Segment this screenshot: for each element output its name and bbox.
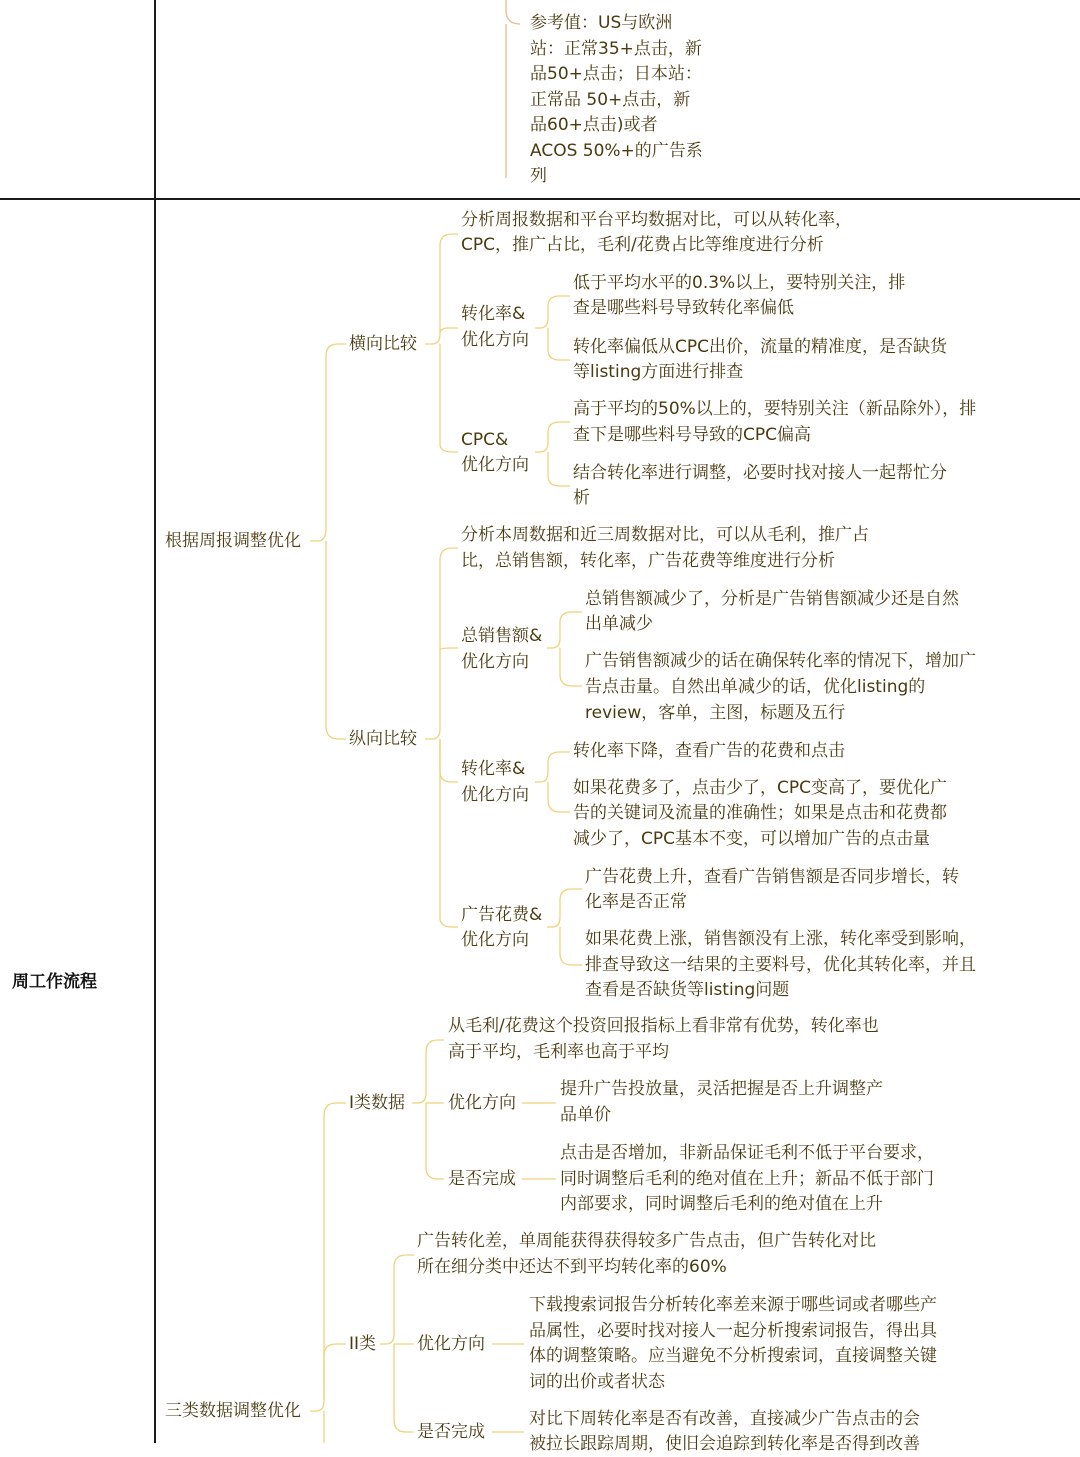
reference-line: 品60+点击)或者: [530, 115, 658, 135]
node-class2: II类: [349, 1334, 377, 1354]
node-conversion-label: 转化率&: [461, 304, 526, 324]
conversion-leaf: 查是哪些料号导致转化率偏低: [573, 298, 794, 318]
vertical-intro: 分析本周数据和近三周数据对比，可以从毛利，推广占: [461, 525, 869, 545]
conversion-leaf: 等listing方面进行排查: [573, 362, 744, 382]
cpc-leaf: 高于平均的50%以上的，要特别关注（新品除外），排: [573, 399, 977, 419]
vconversion-leaf: 告的关键词及流量的准确性；如果是点击和花费都: [573, 803, 947, 823]
reference-line: 站：正常35+点击，新: [530, 39, 702, 59]
node-weekly-report: 根据周报调整优化: [165, 531, 301, 551]
vconversion-leaf: 如果花费多了，点击少了，CPC变高了，要优化广: [573, 778, 947, 798]
node-vconversion-label: 优化方向: [461, 785, 529, 805]
node-sales-label: 总销售额&: [461, 626, 543, 646]
class2-done-text: 对比下周转化率是否有改善，直接减少广告点击的会: [529, 1409, 920, 1429]
class2-optimize-text: 词的出价或者状态: [529, 1372, 665, 1392]
horizontal-intro: 分析周报数据和平台平均数据对比，可以从转化率，: [461, 210, 852, 230]
class1-done-text: 同时调整后毛利的绝对值在上升；新品不低于部门: [560, 1169, 934, 1189]
node-class1-optimize: 优化方向: [448, 1093, 516, 1113]
vconversion-leaf: 减少了，CPC基本不变，可以增加广告的点击量: [573, 829, 930, 849]
sales-leaf: review，客单，主图，标题及五行: [585, 703, 846, 723]
class1-intro: 高于平均，毛利率也高于平均: [448, 1042, 669, 1062]
class2-optimize-text: 下载搜索词报告分析转化率差来源于哪些词或者哪些产: [529, 1295, 937, 1315]
node-conversion-label: 优化方向: [461, 330, 529, 350]
conversion-leaf: 转化率偏低从CPC出价，流量的精准度，是否缺货: [573, 337, 947, 357]
root-node: 周工作流程: [12, 972, 97, 992]
reference-line: ACOS 50%+的广告系: [530, 141, 703, 161]
class1-done-text: 点击是否增加，非新品保证毛利不低于平台要求，: [560, 1143, 934, 1163]
class2-optimize-text: 品属性，必要时找对接人一起分析搜索词报告，得出具: [529, 1321, 937, 1341]
node-class2-optimize: 优化方向: [417, 1334, 485, 1354]
class2-optimize-text: 体的调整策略。应当避免不分析搜索词，直接调整关键: [529, 1346, 937, 1366]
node-class1: I类数据: [349, 1093, 406, 1113]
node-class1-done: 是否完成: [448, 1169, 516, 1189]
node-class2-done: 是否完成: [417, 1422, 485, 1442]
node-horizontal-compare: 横向比较: [349, 334, 417, 354]
conversion-leaf: 低于平均水平的0.3%以上，要特别关注，排: [573, 273, 906, 293]
sales-leaf: 总销售额减少了，分析是广告销售额减少还是自然: [585, 589, 959, 609]
reference-line: 列: [530, 166, 547, 186]
reference-line: 正常品 50+点击，新: [530, 90, 691, 110]
adspend-leaf: 如果花费上涨，销售额没有上涨，转化率受到影响，: [585, 929, 976, 949]
cpc-leaf: 结合转化率进行调整，必要时找对接人一起帮忙分: [573, 463, 947, 483]
class1-intro: 从毛利/花费这个投资回报指标上看非常有优势，转化率也: [448, 1016, 879, 1036]
node-vconversion-label: 转化率&: [461, 759, 526, 779]
node-cpc-label: 优化方向: [461, 455, 529, 475]
node-adspend-label: 广告花费&: [461, 905, 543, 925]
cpc-leaf: 析: [573, 488, 590, 508]
class1-done-text: 内部要求，同时调整后毛利的绝对值在上升: [560, 1194, 883, 1214]
class1-optimize-text: 提升广告投放量，灵活把握是否上升调整产: [560, 1079, 883, 1099]
node-cpc-label: CPC&: [461, 430, 509, 450]
node-three-class: 三类数据调整优化: [165, 1401, 301, 1421]
node-vertical-compare: 纵向比较: [349, 729, 417, 749]
sales-leaf: 告点击量。自然出单减少的话，优化listing的: [585, 677, 926, 697]
reference-line: 品50+点击；日本站：: [530, 64, 702, 84]
class2-intro: 所在细分类中还达不到平均转化率的60%: [417, 1257, 727, 1277]
vconversion-leaf: 转化率下降，查看广告的花费和点击: [573, 741, 845, 761]
adspend-leaf: 化率是否正常: [585, 892, 687, 912]
sales-leaf: 广告销售额减少的话在确保转化率的情况下，增加广: [585, 651, 976, 671]
adspend-leaf: 查看是否缺货等listing问题: [585, 980, 790, 1000]
vertical-intro: 比，总销售额，转化率，广告花费等维度进行分析: [461, 551, 835, 571]
class2-intro: 广告转化差，单周能获得获得较多广告点击，但广告转化对比: [417, 1231, 876, 1251]
adspend-leaf: 排查导致这一结果的主要料号，优化其转化率，并且: [585, 955, 976, 975]
class2-done-text: 被拉长跟踪周期，使旧会追踪到转化率是否得到改善: [529, 1434, 920, 1454]
adspend-leaf: 广告花费上升，查看广告销售额是否同步增长，转: [585, 867, 959, 887]
class1-optimize-text: 品单价: [560, 1105, 611, 1125]
node-sales-label: 优化方向: [461, 652, 529, 672]
cpc-leaf: 查下是哪些料号导致的CPC偏高: [573, 425, 811, 445]
node-adspend-label: 优化方向: [461, 930, 529, 950]
sales-leaf: 出单减少: [585, 614, 653, 634]
horizontal-intro: CPC，推广占比，毛利/花费占比等维度进行分析: [461, 235, 824, 255]
reference-line: 参考值：US与欧洲: [530, 13, 673, 33]
